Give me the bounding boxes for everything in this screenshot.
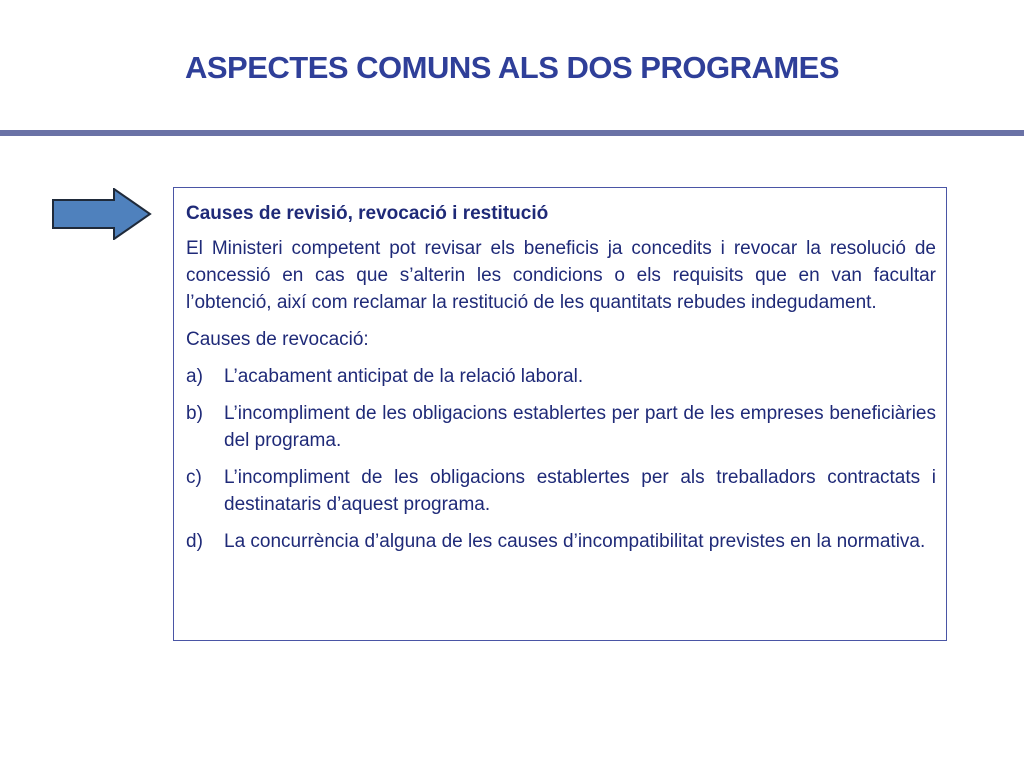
list-item-text: L’incompliment de les obligacions establertes per als treballadors contractats i destinataris d’aquest programa. <box>224 467 936 515</box>
list-item <box>186 464 936 518</box>
causes-label: Causes de revocació: <box>186 329 369 350</box>
list-marker: a) <box>186 366 203 387</box>
slide-title: ASPECTES COMUNS ALS DOS PROGRAMES <box>184 50 840 85</box>
title-divider <box>0 130 1024 136</box>
section-heading: Causes de revisió, revocació i restitució <box>186 203 549 224</box>
list-item-text: L’incompliment de les obligacions establertes per part de les empreses beneficiàries del programa. <box>224 403 936 451</box>
content-box <box>173 187 947 641</box>
list-item <box>186 363 936 390</box>
list-marker: b) <box>186 403 203 424</box>
causes-list <box>186 363 936 555</box>
right-arrow-icon <box>52 188 152 240</box>
list-item <box>186 528 936 555</box>
list-item-text: L’acabament anticipat de la relació laboral. <box>224 366 584 387</box>
intro-paragraph: El Ministeri competent pot revisar els beneficis ja concedits i revocar la resolució de concessió en cas que s’alterin les condicions o els requisits que en van facultar l’obtenció, així com reclamar la restitució de les quantitats rebudes indegudament. <box>186 238 936 313</box>
list-marker: d) <box>186 531 203 552</box>
list-item <box>186 400 936 454</box>
list-item-text: La concurrència d’alguna de les causes d’incompatibilitat previstes en la normativa. <box>224 531 926 552</box>
list-marker: c) <box>186 467 202 488</box>
